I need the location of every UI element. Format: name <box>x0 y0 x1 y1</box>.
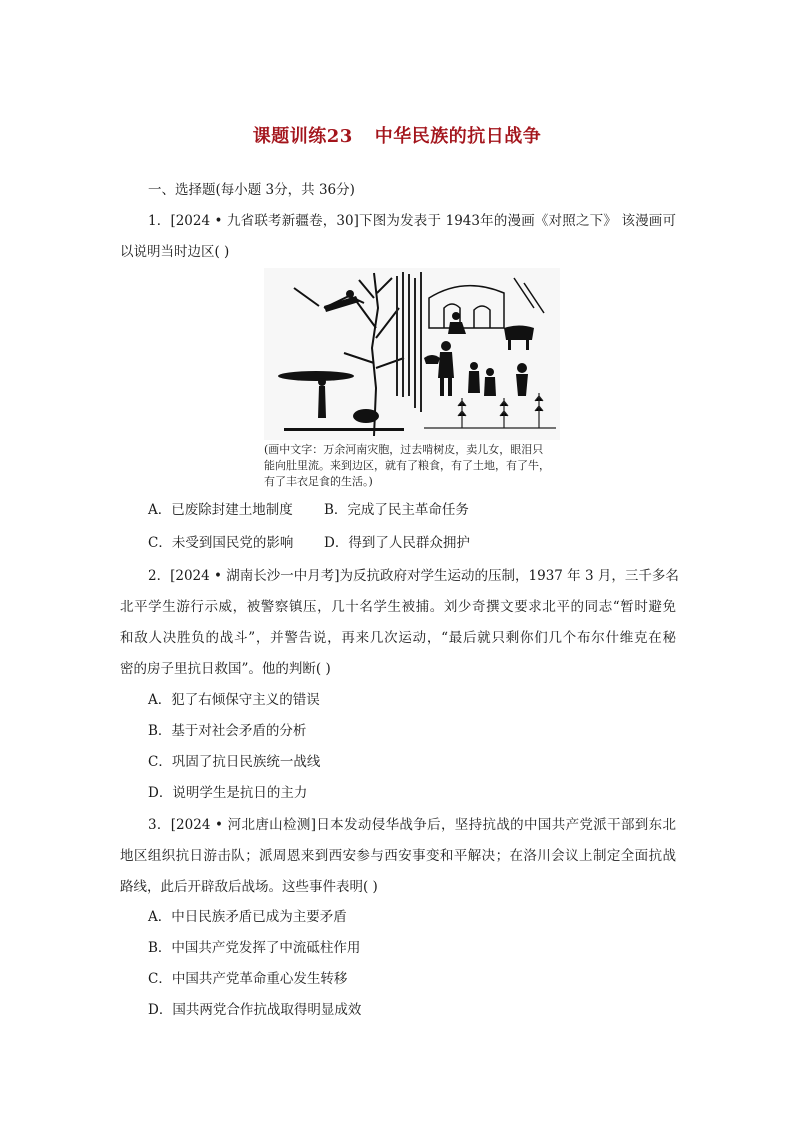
q2-stem-line2: 北平学生游行示威，被警察镇压，几十名学生被捕。刘少奇撰文要求北平的同志“暂时避免 <box>120 599 676 615</box>
q2-option-d[interactable]: D．说明学生是抗日的主力 <box>148 785 308 801</box>
lesson-topic: 中华民族的抗日战争 <box>374 126 542 147</box>
q2-stem-line3: 和敌人决胜负的战斗”，并警告说，再来几次运动，“最后就只剩你们几个布尔什维克在秘 <box>120 630 676 646</box>
q1-option-d[interactable]: D．得到了人民群众拥护 <box>324 535 470 551</box>
q3-option-d[interactable]: D．国共两党合作抗战取得明显成效 <box>148 1002 362 1018</box>
q2-option-a[interactable]: A．犯了右倾保守主义的错误 <box>148 692 320 708</box>
q2-option-c[interactable]: C．巩固了抗日民族统一战线 <box>148 754 321 770</box>
q1-option-a[interactable]: A．已废除封建土地制度 <box>148 502 293 518</box>
q1-stem-line2: 以说明当时边区( ) <box>120 244 230 260</box>
q3-stem-line3: 路线，此后开辟敌后战场。这些事件表明( ) <box>120 879 378 895</box>
q2-option-b[interactable]: B．基于对社会矛盾的分析 <box>148 723 307 739</box>
cartoon-caption <box>264 442 560 490</box>
lesson-number: 课题训练23 <box>252 126 353 147</box>
section-heading: 一、选择题(每小题 3分，共 36分) <box>148 182 355 198</box>
q2-stem-line4: 密的房子里抗日救国”。他的判断( ) <box>120 661 331 677</box>
q1-option-b[interactable]: B．完成了民主革命任务 <box>324 502 469 518</box>
cartoon-drawing <box>264 268 560 440</box>
caption-line: 能向肚里流。来到边区，就有了粮食，有了土地，有了牛， <box>264 459 550 472</box>
q3-stem-line2: 地区组织抗日游击队；派周恩来到西安参与西安事变和平解决；在洛川会议上制定全面抗战 <box>120 848 676 864</box>
caption-line: (画中文字：万余河南灾胞，过去啃树皮，卖儿女，眼泪只 <box>264 443 544 456</box>
q3-option-b[interactable]: B．中国共产党发挥了中流砥柱作用 <box>148 940 361 956</box>
cartoon-image <box>264 268 560 440</box>
q1-option-c[interactable]: C．未受到国民党的影响 <box>148 535 294 551</box>
q2-stem-line1: 2．[2024 • 湖南长沙一中月考]为反抗政府对学生运动的压制，1937 年 3 月，三千多名 <box>148 568 679 584</box>
q3-stem-line1: 3．[2024 • 河北唐山检测]日本发动侵华战争后，坚持抗战的中国共产党派干部到东北 <box>148 817 676 833</box>
q1-stem-line1: 1．[2024 • 九省联考新疆卷，30]下图为发表于 1943年的漫画《对照之下》 该漫画可 <box>148 213 676 229</box>
q3-option-c[interactable]: C．中国共产党革命重心发生转移 <box>148 971 348 987</box>
q3-option-a[interactable]: A．中日民族矛盾已成为主要矛盾 <box>148 909 347 925</box>
page-title <box>0 122 794 148</box>
caption-line: 有了丰衣足食的生活。) <box>264 475 373 488</box>
